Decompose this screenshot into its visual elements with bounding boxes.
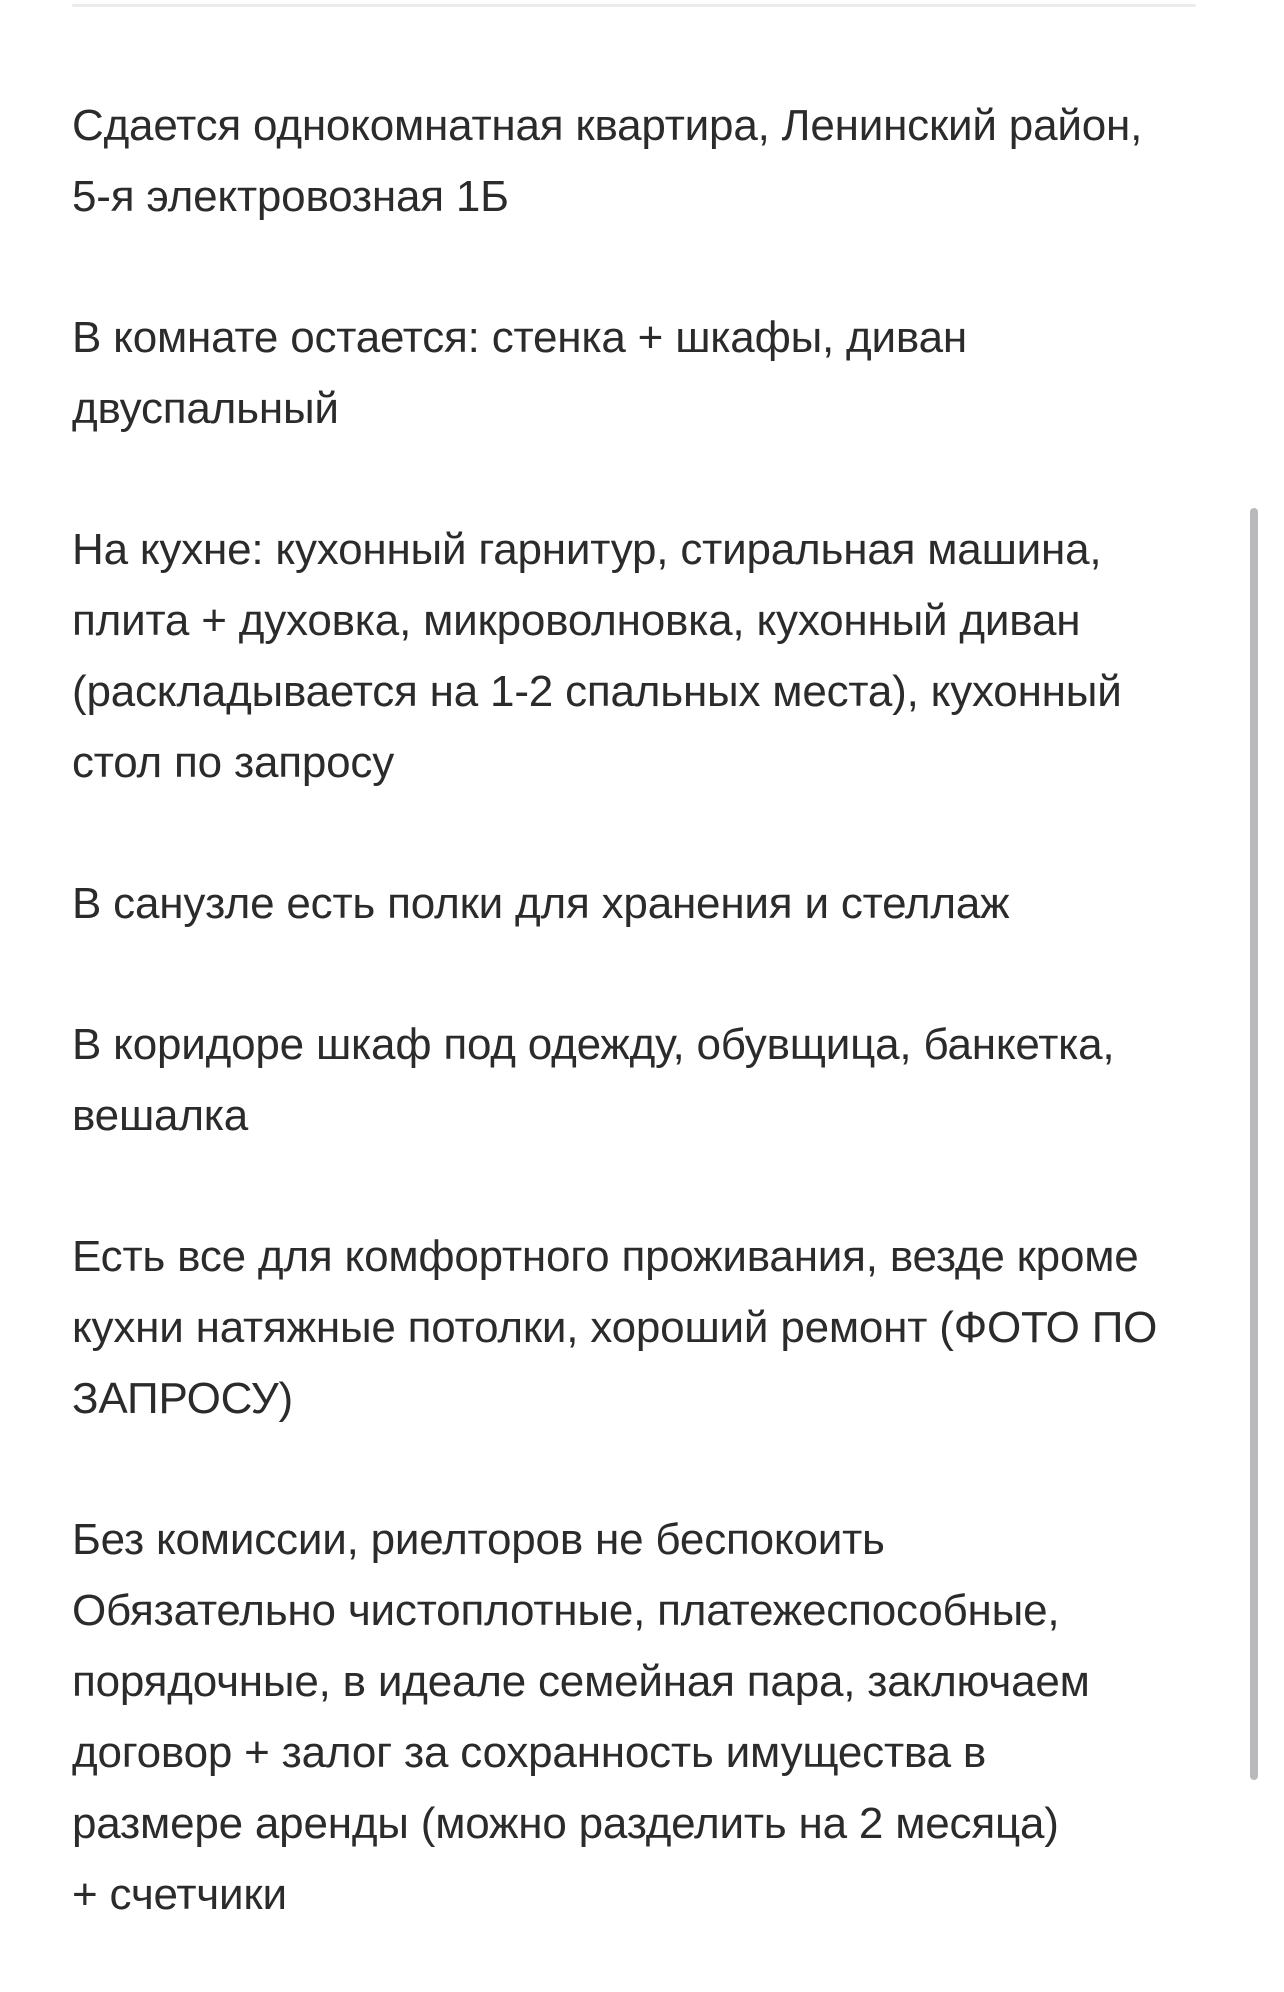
scrollbar[interactable] <box>1250 508 1258 1780</box>
post-paragraph-location: Сдается однокомнатная квартира, Ленинский район, 5-я электровозная 1Б <box>72 101 1143 221</box>
post-paragraph-hallway: В коридоре шкаф под одежду, обувщица, банкетка, вешалка <box>72 1020 1115 1140</box>
post-paragraph-room: В комнате остается: стенка + шкафы, диван двуспальный <box>72 313 967 433</box>
post-paragraph-terms: Без комиссии, риелторов не беспокоить Обязательно чистоплотные, платежеспособные, порядочные, в идеале семейная пара, заключаем договор + залог за сохранность имущества в размере аренды (можно разделить на 2 месяца) + счетчики <box>72 1515 1090 1919</box>
top-divider <box>72 4 1196 7</box>
post-paragraph-bathroom: В санузле есть полки для хранения и стеллаж <box>72 879 1010 928</box>
post-paragraph-comfort: Есть все для комфортного проживания, везде кроме кухни натяжные потолки, хороший ремонт (ФОТО ПО ЗАПРОСУ) <box>72 1232 1158 1423</box>
post-paragraph-kitchen: На кухне: кухонный гарнитур, стиральная машина, плита + духовка, микроволновка, кухонный диван (раскладывается на 1-2 спальных места), кухонный стол по запросу <box>72 525 1122 787</box>
post-body <box>72 90 1202 1930</box>
